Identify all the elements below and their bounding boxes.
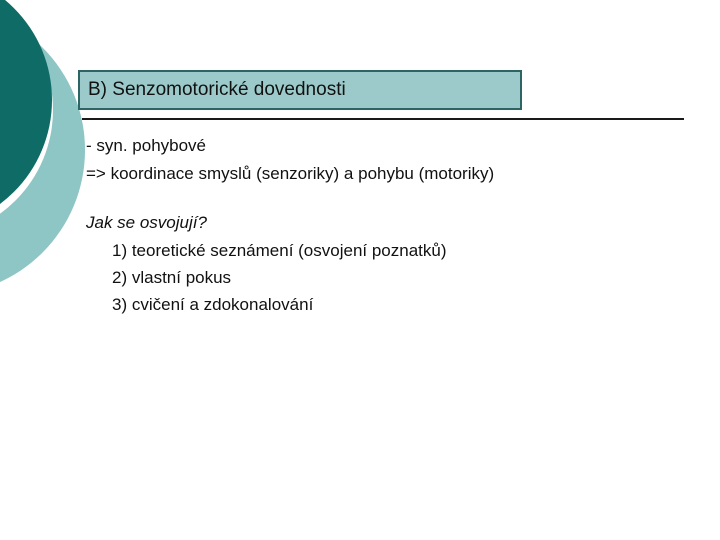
bullet-coordination: => koordinace smyslů (senzoriky) a pohybu (motoriky) — [86, 164, 495, 183]
step-item: 3) cvičení a zdokonalování — [112, 295, 314, 314]
question-heading: Jak se osvojují? — [86, 213, 207, 232]
step-item: 2) vlastní pokus — [112, 268, 232, 287]
slide-title-box — [78, 70, 522, 110]
bullet-synonym: - syn. pohybové — [86, 136, 207, 155]
decorative-circles — [0, 0, 90, 300]
title-underline — [82, 118, 684, 120]
slide-title: B) Senzomotorické dovednosti — [88, 79, 346, 100]
step-item: 1) teoretické seznámení (osvojení poznatků) — [112, 241, 447, 260]
